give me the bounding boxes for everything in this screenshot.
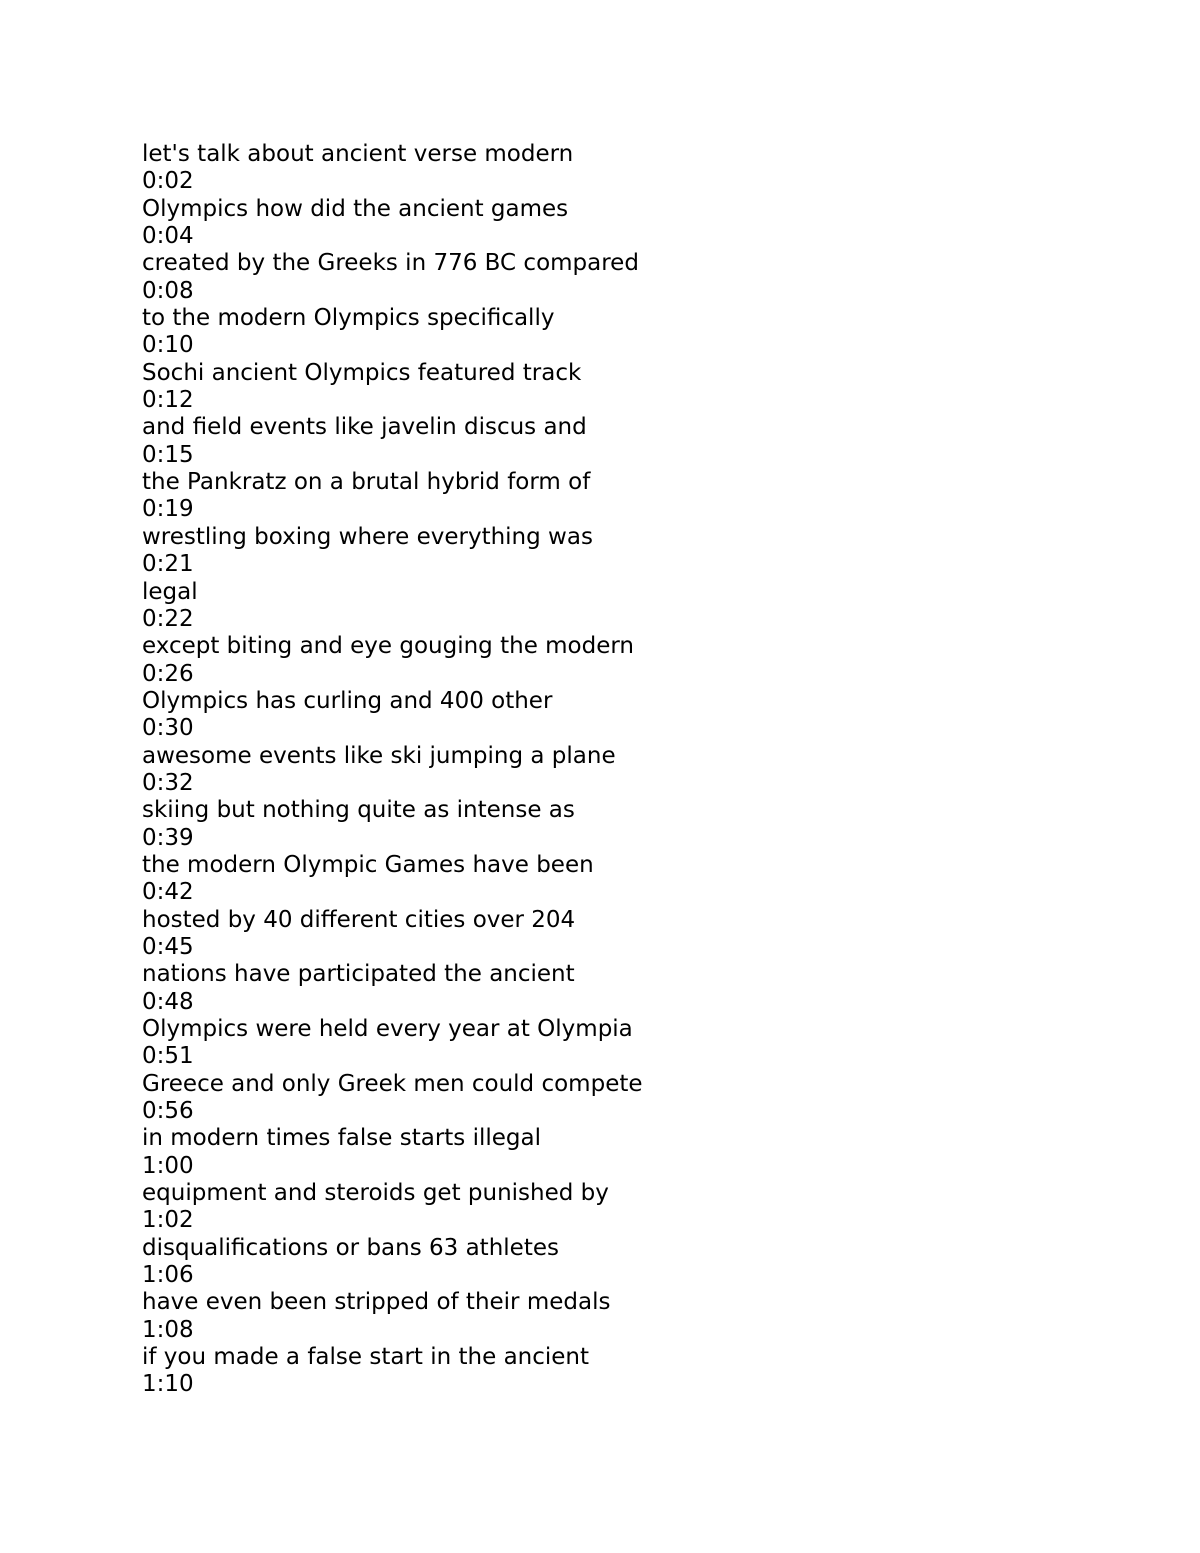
transcript-line: created by the Greeks in 776 BC compared	[142, 250, 639, 277]
timestamp: 0:21	[142, 551, 194, 578]
timestamp: 0:10	[142, 332, 194, 359]
timestamp: 0:39	[142, 824, 194, 851]
transcript-line: Olympics how did the ancient games	[142, 195, 569, 222]
timestamp: 0:51	[142, 1043, 194, 1070]
transcript-line: except biting and eye gouging the modern	[142, 633, 635, 660]
timestamp: 1:10	[142, 1371, 194, 1398]
transcript-line: if you made a false start in the ancient	[142, 1344, 590, 1371]
timestamp: 0:02	[142, 168, 194, 195]
transcript-line: awesome events like ski jumping a plane	[142, 742, 616, 769]
transcript-line: skiing but nothing quite as intense as	[142, 797, 575, 824]
transcript-line: let's talk about ancient verse modern	[142, 141, 574, 167]
timestamp: 0:15	[142, 441, 194, 468]
transcript-line: Sochi ancient Olympics featured track	[142, 359, 582, 386]
timestamp: 1:08	[142, 1316, 194, 1343]
timestamp: 1:06	[142, 1262, 194, 1289]
timestamp: 0:56	[142, 1098, 194, 1125]
timestamp: 0:19	[142, 496, 194, 523]
timestamp: 0:26	[142, 660, 194, 687]
timestamp: 1:00	[142, 1152, 194, 1179]
transcript-line: disqualifications or bans 63 athletes	[142, 1234, 559, 1261]
timestamp: 0:32	[142, 769, 194, 796]
timestamp: 0:22	[142, 605, 194, 632]
transcript-line: Olympics has curling and 400 other	[142, 687, 553, 714]
transcript-line: nations have participated the ancient	[142, 961, 575, 988]
transcript-line: the Pankratz on a brutal hybrid form of	[142, 469, 591, 496]
transcript-line: hosted by 40 different cities over 204	[142, 906, 576, 933]
transcript-line: and field events like javelin discus and	[142, 414, 587, 441]
timestamp: 0:48	[142, 988, 194, 1015]
transcript-line: wrestling boxing where everything was	[142, 523, 593, 550]
timestamp: 0:30	[142, 715, 194, 742]
timestamp: 0:42	[142, 879, 194, 906]
transcript-line: Greece and only Greek men could compete	[142, 1070, 643, 1097]
timestamp: 1:02	[142, 1207, 194, 1234]
transcript-line: equipment and steroids get punished by	[142, 1180, 609, 1207]
transcript-line: to the modern Olympics specifically	[142, 305, 555, 332]
timestamp: 0:45	[142, 933, 194, 960]
timestamp: 0:04	[142, 223, 194, 250]
transcript-line: have even been stripped of their medals	[142, 1289, 611, 1316]
transcript-body	[142, 141, 1042, 1399]
transcript-line: in modern times false starts illegal	[142, 1125, 541, 1152]
timestamp: 0:08	[142, 277, 194, 304]
transcript-line: the modern Olympic Games have been	[142, 851, 594, 878]
timestamp: 0:12	[142, 387, 194, 414]
transcript-line: Olympics were held every year at Olympia	[142, 1016, 633, 1042]
transcript-line: legal	[142, 578, 198, 605]
